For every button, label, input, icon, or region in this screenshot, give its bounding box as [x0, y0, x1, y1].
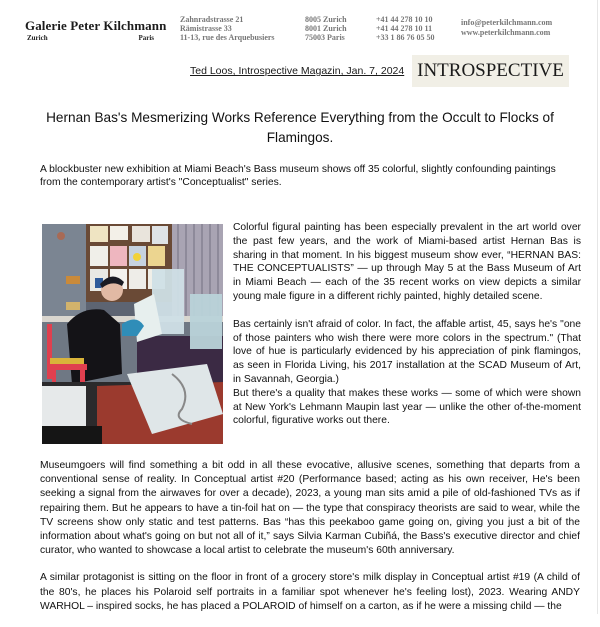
article-citation[interactable]: Ted Loos, Introspective Magazin, Jan. 7, 2024: [190, 65, 405, 77]
magazine-logo: INTROSPECTIVE: [412, 55, 569, 87]
phone-line: +41 44 278 10 10: [376, 15, 433, 24]
paragraph: Bas certainly isn't afraid of color. In fact, the affable artist, 45, says he's "one of those painters who wish there were more colors in the spectrum." (That love of hue is particularly evidenced by his appreciation of pink flamingos, as seen in Florida Living, his 2017 installation at the SCAD Museum of Art, in Savannah, Georgia.): [233, 318, 581, 385]
article-headline: Hernan Bas's Mesmerizing Works Reference Everything from the Occult to Flocks of Flamingos.: [46, 110, 554, 145]
street-line: Zahnradstrasse 21: [180, 15, 244, 24]
postcode-line: 75003 Paris: [305, 33, 345, 42]
email-link[interactable]: info@peterkilchmann.com: [461, 18, 553, 27]
paragraph: Museumgoers will find something a bit odd in all these evocative, allusive scenes, something that departs from a conventional sense of reality. In Conceptual artist #20 (Performance based; acting as his own receiver, He's been seeking a signal from the airwaves for over a decade), 2023, a young man sits amid a pile of old-fashioned TVs as if repairing them. But he appears to have a tin-foil hat on — the type that conspiracy theorists are said to wear, while the TV screens show only static and test patterns. Bas “has this peekaboo game going on, giving you just a bit of the information about what's going on but not all of it,” says Silvia Karman Cubiñá, the Bass's executive director and chief curator, who wanted to showcase a local artist to celebrate the museum's 60th anniversary.: [40, 460, 580, 557]
gallery-postcodes: [305, 15, 347, 42]
street-line: 11-13, rue des Arquebusiers: [180, 33, 275, 42]
paragraph: Colorful figural painting has been especially prevalent in the art world over the past few years, and the work of Miami-based artist Hernan Bas is sharing in that moment. In his biggest museum show ever, “HERNAN BAS: THE CONCEPTUALISTS” — up through May 5 at the Bass Museum of Art in Miami Beach — each of the 35 recent works on view depicts a similar young male figure in a different richly painted, highly detailed scene.: [233, 222, 581, 302]
gallery-name: Galerie Peter Kilchmann: [25, 18, 167, 33]
phone-line: +33 1 86 76 05 50: [376, 33, 435, 42]
gallery-contact: [461, 18, 552, 37]
artwork-image: [42, 224, 223, 444]
article-body-column: [233, 221, 581, 428]
phone-line: +41 44 278 10 11: [376, 24, 433, 33]
postcode-line: 8005 Zurich: [305, 15, 347, 24]
street-line: Rämistrasse 33: [180, 24, 232, 33]
gallery-city-paris: Paris: [138, 34, 154, 42]
paragraph: A similar protagonist is sitting on the floor in front of a grocery store's milk display in Conceptual artist #19 (A child of the 80's, he places his Polaroid self portraits in a familiar spot whenever he's feeling lost), 2023. Wearing ANDY WARHOL – inspired socks, he has placed a POLAROID of himself on a carton, as if he were a missing child — the: [40, 572, 580, 612]
gallery-logo: [25, 18, 166, 42]
paragraph: But there's a quality that makes these works — some of which were shown at New York's Lehmann Maupin last year — unlike the other of-the-moment colorful, figurative works out there.: [233, 387, 581, 427]
gallery-streets: [180, 15, 275, 42]
article-lede: A blockbuster new exhibition at Miami Beach's Bass museum shows off 35 colorful, slightly confounding paintings from the contemporary artist's "Conceptualist" series.: [40, 164, 556, 188]
gallery-cities: [25, 34, 154, 42]
gallery-city-zurich: Zurich: [27, 34, 48, 42]
article-body-full: [40, 459, 580, 627]
gallery-phones: [376, 15, 435, 42]
postcode-line: 8001 Zurich: [305, 24, 347, 33]
website-link[interactable]: www.peterkilchmann.com: [461, 27, 551, 37]
